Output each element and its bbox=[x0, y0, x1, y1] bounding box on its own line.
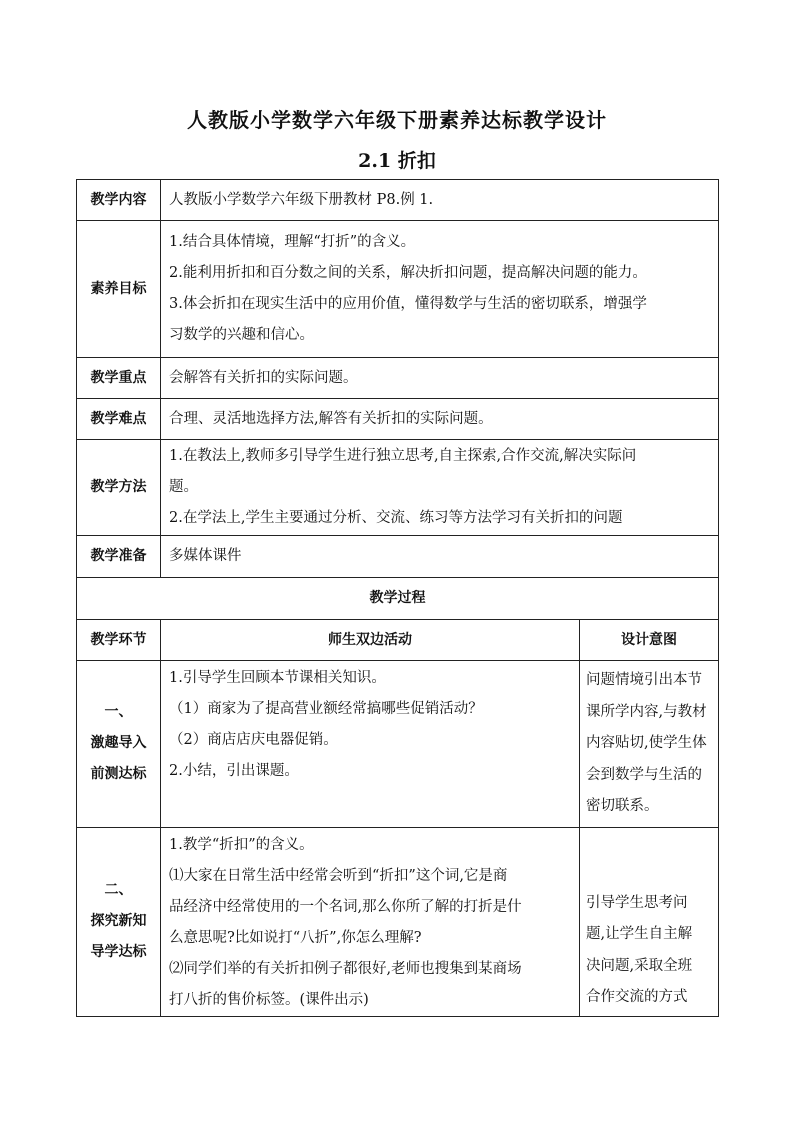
label-teaching-content: 教学内容 bbox=[77, 180, 161, 221]
row-teaching-methods bbox=[77, 440, 719, 536]
method-line: 2.在学法上,学生主要通过分析、交流、练习等方法学习有关折扣的问题 bbox=[169, 510, 623, 526]
stage-1-activities bbox=[161, 661, 580, 828]
stage-2-intent bbox=[580, 827, 719, 1016]
label-teaching-methods: 教学方法 bbox=[77, 440, 161, 536]
activity-line: 打八折的售价标签。(课件出示) bbox=[169, 991, 369, 1008]
stage-1-intent bbox=[580, 661, 719, 828]
activity-line: （1）商家为了提高营业额经常搞哪些促销活动？ bbox=[169, 701, 483, 717]
lesson-title: 2.1 折扣 bbox=[358, 150, 436, 172]
intent-line: 内容贴切,使学生体 bbox=[586, 735, 707, 751]
activity-line: 2.小结，引出课题。 bbox=[169, 763, 299, 779]
label-difficulty: 教学难点 bbox=[77, 399, 161, 440]
value-teaching-methods bbox=[161, 440, 719, 536]
intent-line: 决问题,采取全班 bbox=[586, 957, 693, 974]
value-difficulty: 合理、灵活地选择方法,解答有关折扣的实际问题。 bbox=[161, 399, 719, 440]
col-header-stage: 教学环节 bbox=[77, 620, 161, 661]
row-difficulty bbox=[77, 399, 719, 440]
lesson-plan-table bbox=[76, 179, 719, 1017]
label-key-point: 教学重点 bbox=[77, 358, 161, 399]
row-teaching-content bbox=[77, 180, 719, 221]
stage-number: 二、 bbox=[104, 882, 133, 898]
intent-line: 会到数学与生活的 bbox=[586, 766, 702, 783]
intent-line: 引导学生思考问 bbox=[586, 894, 688, 911]
stage-name-line: 导学达标 bbox=[90, 944, 147, 960]
activity-line: ⑵同学们举的有关折扣例子都很好,老师也搜集到某商场 bbox=[169, 960, 522, 977]
activity-line: 1.引导学生回顾本节课相关知识。 bbox=[169, 670, 386, 686]
label-preparation: 教学准备 bbox=[77, 536, 161, 578]
intent-line: 题,让学生自主解 bbox=[586, 926, 693, 942]
goal-line: 3.体会折扣在现实生活中的应用价值，懂得数学与生活的密切联系，增强学 bbox=[169, 296, 647, 312]
row-preparation bbox=[77, 536, 719, 578]
activity-line: 1.教学“折扣”的含义。 bbox=[169, 836, 314, 853]
activity-line: 品经济中经常使用的一个名词,那么你所了解的打折是什 bbox=[169, 898, 522, 915]
activity-line: ⑴大家在日常生活中经常会听到“折扣”这个词,它是商 bbox=[169, 867, 508, 884]
intent-line: 问题情境引出本节 bbox=[586, 672, 702, 688]
value-literacy-goals bbox=[161, 221, 719, 358]
stage-2-name bbox=[77, 827, 161, 1016]
process-heading: 教学过程 bbox=[77, 578, 719, 620]
value-preparation: 多媒体课件 bbox=[161, 536, 719, 578]
goal-line: 1.结合具体情境，理解“打折”的含义。 bbox=[169, 234, 416, 250]
col-header-activity: 师生双边活动 bbox=[161, 620, 580, 661]
stage-number: 一、 bbox=[104, 704, 133, 721]
goal-line: 2.能利用折扣和百分数之间的关系，解决折扣问题，提高解决问题的能力。 bbox=[169, 265, 647, 281]
goal-line: 习数学的兴趣和信心。 bbox=[169, 327, 314, 343]
value-key-point: 会解答有关折扣的实际问题。 bbox=[161, 358, 719, 399]
intent-line: 合作交流的方式 bbox=[586, 989, 688, 1005]
stage-1-name bbox=[77, 661, 161, 828]
activity-line: 么意思呢?比如说打“八折”,你怎么理解? bbox=[169, 929, 422, 946]
intent-line: 密切联系。 bbox=[586, 798, 659, 814]
stage-name-line: 前测达标 bbox=[90, 766, 147, 783]
label-literacy-goals: 素养目标 bbox=[77, 221, 161, 358]
activity-line: （2）商店店庆电器促销。 bbox=[169, 732, 338, 748]
method-line: 题。 bbox=[169, 479, 198, 495]
method-line: 1.在教法上,教师多引导学生进行独立思考,自主探索,合作交流,解决实际问 bbox=[169, 448, 637, 464]
intent-line: 课所学内容,与教材 bbox=[586, 703, 707, 720]
document-title: 人教版小学数学六年级下册素养达标教学设计 bbox=[187, 108, 607, 132]
row-stage-2 bbox=[77, 827, 719, 1016]
row-process-columns bbox=[77, 620, 719, 661]
row-stage-1 bbox=[77, 661, 719, 828]
stage-name-line: 激趣导入 bbox=[90, 735, 147, 752]
stage-2-activities bbox=[161, 827, 580, 1016]
row-literacy-goals bbox=[77, 221, 719, 358]
value-teaching-content: 人教版小学数学六年级下册教材 P8.例 1. bbox=[161, 180, 719, 221]
stage-name-line: 探究新知 bbox=[90, 913, 147, 929]
col-header-intent: 设计意图 bbox=[580, 620, 719, 661]
row-process-heading bbox=[77, 578, 719, 620]
row-key-point bbox=[77, 358, 719, 399]
